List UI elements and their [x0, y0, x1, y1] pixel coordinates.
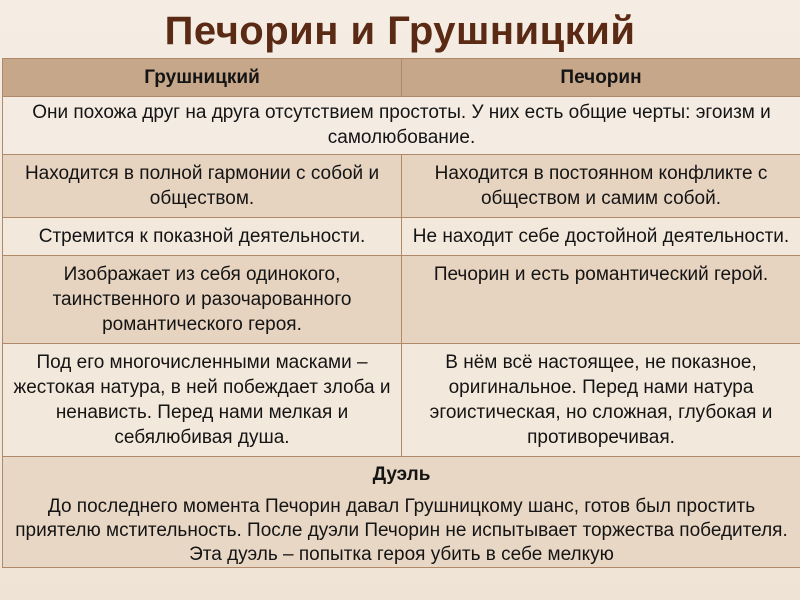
comparison-table	[2, 58, 800, 568]
duel-row	[3, 457, 800, 568]
pechorin-cell: Печорин и есть романтический герой.	[402, 256, 800, 344]
slide-title: Печорин и Грушницкий	[164, 9, 636, 53]
common-traits-cell: Они похожа друг на друга отсутствием простоты. У них есть общие черты: эгоизм и самолюбование.	[3, 97, 800, 155]
grushnitsky-cell: Стремится к показной деятельности.	[3, 218, 402, 256]
pechorin-cell: Находится в постоянном конфликте с обществом и самим собой.	[402, 155, 800, 218]
table-row	[3, 256, 800, 344]
pechorin-cell: В нём всё настоящее, не показное, оригинальное. Перед нами натура эгоистическая, но сложная, глубокая и противоречивая.	[402, 344, 800, 457]
common-traits-row	[3, 97, 800, 155]
header-pechorin: Печорин	[402, 59, 800, 97]
duel-heading: Дуэль	[372, 464, 431, 485]
duel-cell	[3, 457, 800, 568]
table-row	[3, 218, 800, 256]
header-grushnitsky: Грушницкий	[3, 59, 402, 97]
duel-text: До последнего момента Печорин давал Грушницкому шанс, готов был простить приятелю мстительность. После дуэли Печорин не испытывает торжества победителя. Эта дуэль – попытка героя убить в себе мелкую	[15, 496, 788, 565]
pechorin-cell: Не находит себе достойной деятельности.	[402, 218, 800, 256]
grushnitsky-cell: Изображает из себя одинокого, таинственного и разочарованного романтического героя.	[3, 256, 402, 344]
table-row	[3, 155, 800, 218]
grushnitsky-cell: Находится в полной гармонии с собой и обществом.	[3, 155, 402, 218]
table-row	[3, 344, 800, 457]
grushnitsky-cell: Под его многочисленными масками – жестокая натура, в ней побеждает злоба и ненависть. Перед нами мелкая и себялюбивая душа.	[3, 344, 402, 457]
table-header-row	[3, 59, 800, 97]
